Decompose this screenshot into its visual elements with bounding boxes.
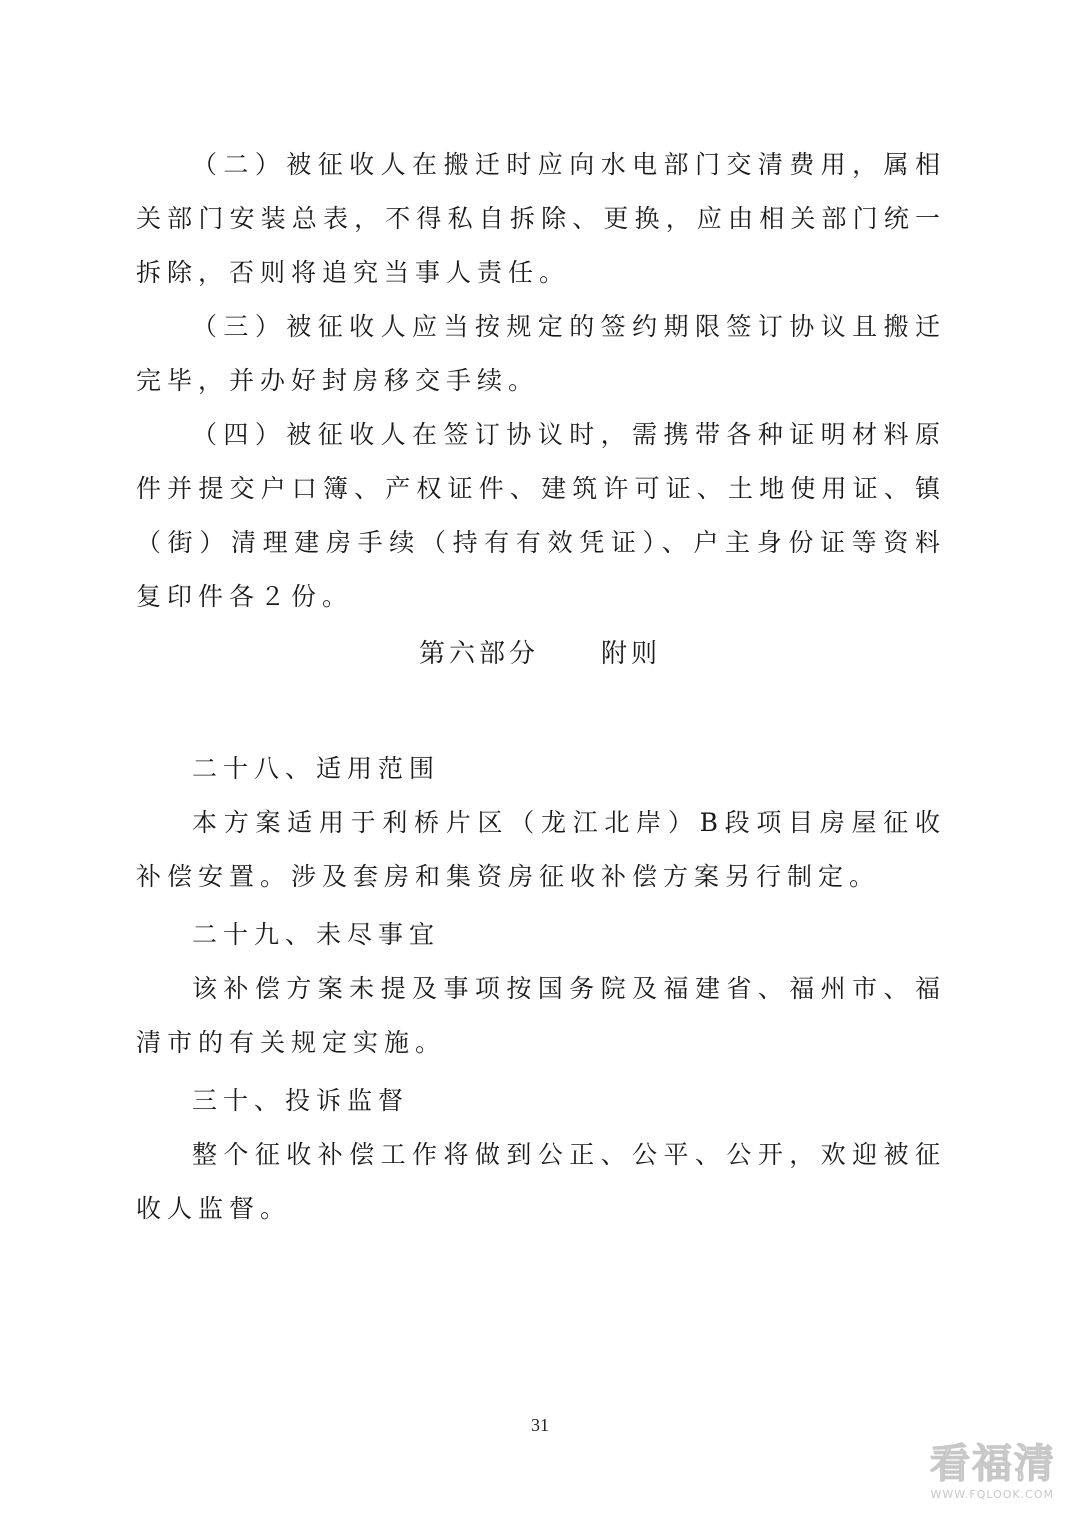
article-30-heading: 三十、投诉监督 xyxy=(192,1086,410,1115)
watermark-logo xyxy=(916,1440,1056,1510)
article-28-body: 本方案适用于利桥片区（龙江北岸）B段项目房屋征收补偿安置。涉及套房和集资房征收补偿方案另行制定。 xyxy=(136,808,946,891)
paragraph-item-4: （四）被征收人在签订协议时，需携带各种证明材料原件并提交户口簿、产权证件、建筑许可证、土地使用证、镇（街）清理建房手续（持有有效凭证）、户主身份证等资料复印件各２份。 xyxy=(136,420,946,611)
section-part-label: 第六部分 xyxy=(418,639,539,669)
watermark-url: WWW.FQLOOK.COM xyxy=(930,1488,1054,1501)
article-30-body: 整个征收补偿工作将做到公正、公平、公开，欢迎被征收人监督。 xyxy=(136,1140,946,1223)
article-28-heading: 二十八、适用范围 xyxy=(192,754,441,783)
article-29-heading: 二十九、未尽事宜 xyxy=(192,920,441,949)
section-name-label: 附则 xyxy=(601,639,662,669)
paragraph-item-3: （三）被征收人应当按规定的签约期限签订协议且搬迁完毕，并办好封房移交手续。 xyxy=(136,312,946,395)
section-title xyxy=(0,632,1080,676)
page-number: 31 xyxy=(531,1415,549,1435)
paragraph-item-2: （二）被征收人在搬迁时应向水电部门交清费用，属相关部门安装总表，不得私自拆除、更换，应由相关部门统一拆除，否则将追究当事人责任。 xyxy=(136,150,946,287)
watermark-brand: 看福清 xyxy=(930,1441,1056,1487)
article-29-body: 该补偿方案未提及事项按国务院及福建省、福州市、福清市的有关规定实施。 xyxy=(136,974,946,1057)
